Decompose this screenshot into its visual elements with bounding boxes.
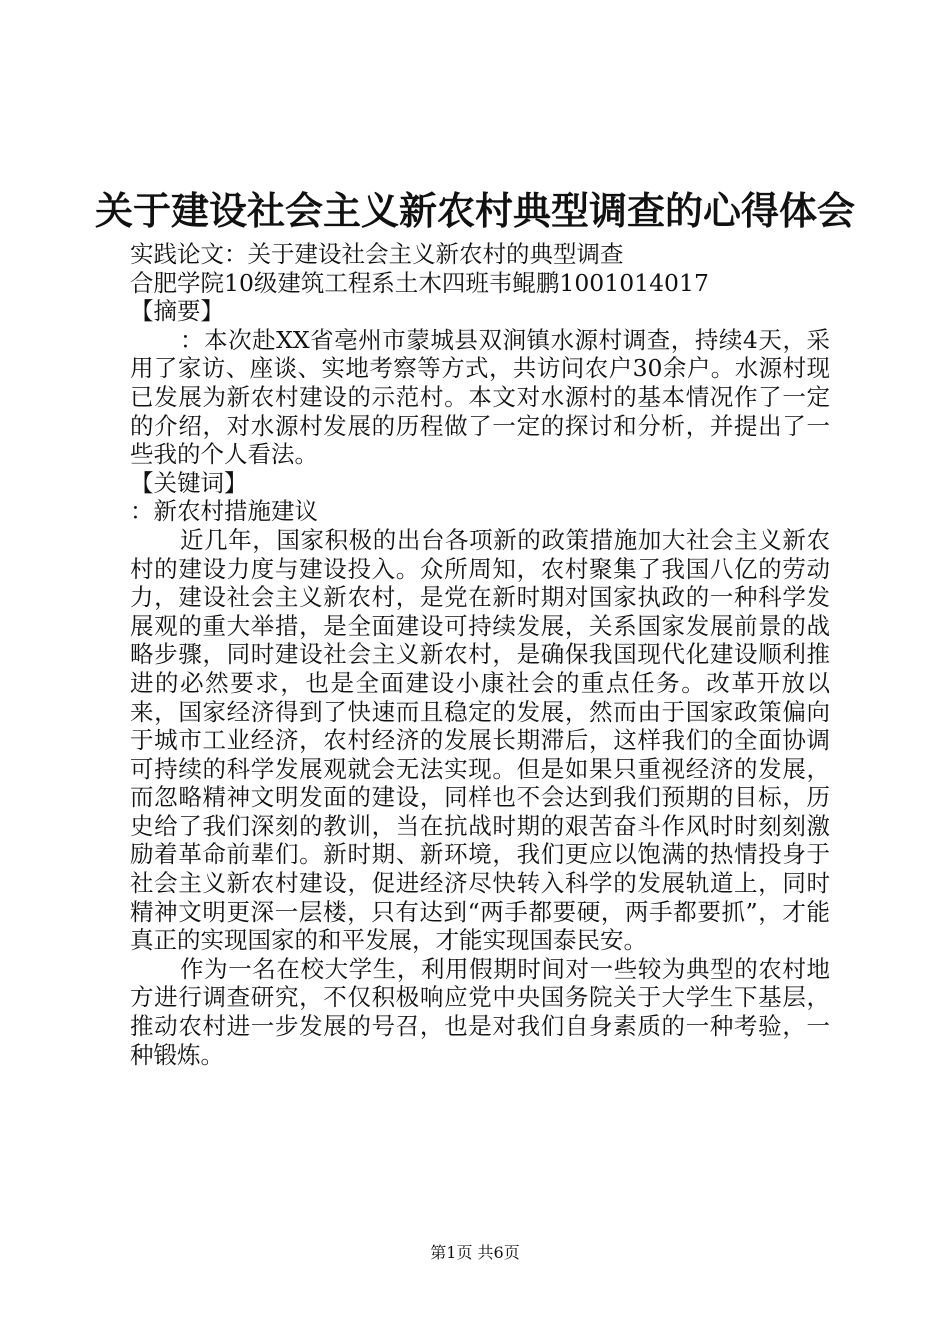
keywords-text: ：新农村措施建议	[130, 497, 318, 526]
abstract-paragraph: ：本次赴XX省亳州市蒙城县双涧镇水源村调查，持续4天，采用了家访、座谈、实地考察等方式，共访问农户30余户。水源村现已发展为新农村建设的示范村。本文对水源村的基本情况作了一定的介绍，对水源村发展的历程做了一定的探讨和分析，并提出了一些我的个人看法。	[130, 325, 830, 469]
body-paragraph: 作为一名在校大学生，利用假期时间对一些较为典型的农村地方进行调查研究，不仅积极响应党中央国务院关于大学生下基层，推动农村进一步发展的号召，也是对我们自身素质的一种考验，一种锻炼。	[130, 954, 830, 1069]
document-title: 关于建设社会主义新农村典型调查的心得体会	[94, 188, 855, 233]
author-line: 合肥学院10级建筑工程系土木四班韦鲲鹏1001014017	[130, 268, 709, 297]
document-body	[130, 240, 830, 1069]
page-footer: 第1页 共6页	[430, 1243, 520, 1262]
abstract-heading: 【摘要】	[130, 297, 224, 326]
document-subtitle: 实践论文：关于建设社会主义新农村的典型调查	[130, 240, 624, 268]
body-paragraph: 近几年，国家积极的出台各项新的政策措施加大社会主义新农村的建设力度与建设投入。众所周知，农村聚集了我国八亿的劳动力，建设社会主义新农村，是党在新时期对国家执政的一种科学发展观的重大举措，是全面建设可持续发展，关系国家发展前景的战略步骤，同时建设社会主义新农村，是确保我国现代化建设顺利推进的必然要求，也是全面建设小康社会的重点任务。改革开放以来，国家经济得到了快速而且稳定的发展，然而由于国家政策偏向于城市工业经济，农村经济的发展长期滞后，这样我们的全面协调可持续的科学发展观就会无法实现。但是如果只重视经济的发展，而忽略精神文明发面的建设，同样也不会达到我们预期的目标，历史给了我们深刻的教训，当在抗战时期的艰苦奋斗作风时时刻刻激励着革命前辈们。新时期、新环境，我们更应以饱满的热情投身于社会主义新农村建设，促进经济尽快转入科学的发展轨道上，同时精神文明更深一层楼，只有达到“两手都要硬，两手都要抓”，才能真正的实现国家的和平发展，才能实现国泰民安。	[130, 525, 830, 955]
keywords-heading: 【关键词】	[130, 468, 248, 497]
